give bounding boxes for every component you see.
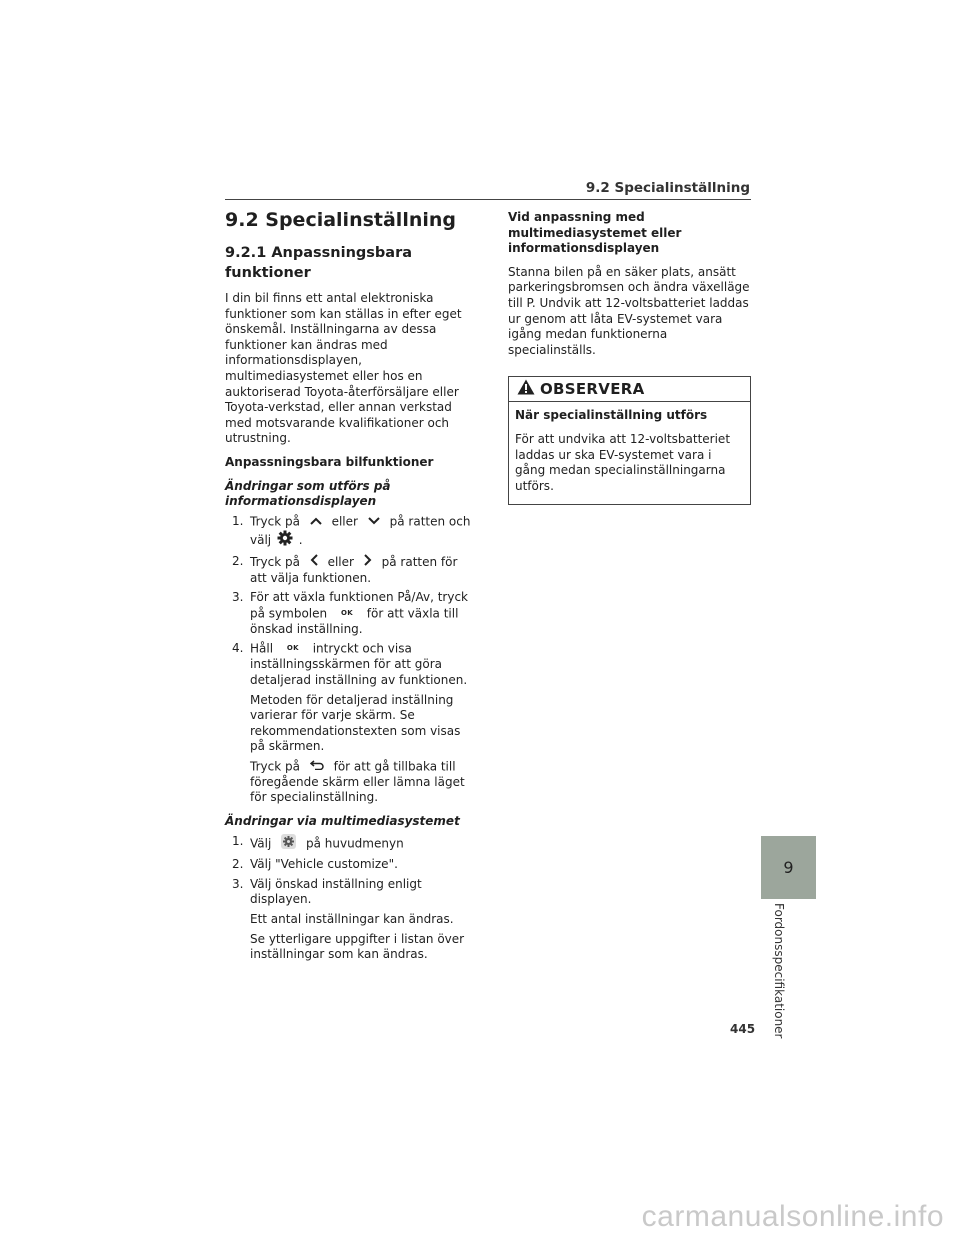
back-arrow-icon: [310, 759, 324, 775]
notice-text: För att undvika att 12-voltsbatteriet laddas ur ska EV-systemet vara i gång medan specialinställningarna utförs.: [515, 431, 731, 493]
step-text: Tryck på: [250, 514, 300, 529]
section-subtitle: 9.2.1 Anpassningsbara funktioner: [225, 245, 413, 281]
step-text: Välj önskad inställning enligt displayen.: [250, 876, 422, 907]
step-text: för att gå tillbaka till föregående skärm eller lämna läget för specialinställning.: [250, 759, 465, 805]
ok-button-icon: OK: [286, 644, 299, 653]
chapter-label: Fordonsspecifikationer: [772, 903, 786, 1039]
running-header: 9.2 Specialinställning: [585, 180, 750, 196]
notice-body: [509, 402, 750, 504]
step-note: Se ytterligare uppgifter i listan över inställningar som kan ändras.: [250, 931, 465, 962]
notice-box: [508, 376, 751, 505]
step-number: 1.: [232, 513, 244, 528]
multimedia-steps: [225, 834, 475, 963]
notice-title: OBSERVERA: [540, 380, 645, 399]
step-text: Tryck på: [250, 555, 300, 569]
step-number: 1.: [232, 833, 244, 848]
watermark: carmanualsonline.info: [641, 1200, 944, 1233]
step-text: på ratten och välj: [250, 514, 471, 547]
step-text: Håll: [250, 641, 274, 656]
step-note: Ett antal inställningar kan ändras.: [250, 911, 454, 926]
step-number: 2.: [232, 554, 244, 569]
step-2: [225, 554, 475, 586]
chevron-left-icon: [310, 554, 318, 571]
customization-body: Stanna bilen på en säker plats, ansätt parkeringsbromsen och ändra växelläge till P. Undvik att 12-voltsbatteriet laddas ur genom att låta EV-systemet vara igång medan funktionerna specialinställs.: [508, 264, 750, 357]
header-rule: [225, 199, 751, 200]
notice-subheading: När specialinställning utförs: [515, 408, 708, 423]
step-text: eller: [327, 555, 354, 569]
page-title: 9.2 Specialinställning: [225, 209, 456, 231]
intro-paragraph: I din bil finns ett antal elektroniska funktioner som kan ställas in efter eget önskemål. Inställningarna av dessa funktioner kan ändras med informationsdisplayen, multimediasystemet eller hos en auktoriserad Toyota-återförsäljare eller Toyota-verkstad, eller annan verkstad med motsvarande kvalifikationer och utrustning.: [225, 291, 462, 446]
chevron-right-icon: [364, 554, 372, 571]
step-text: på huvudmenyn: [305, 835, 404, 850]
step-3: [225, 877, 475, 963]
step-note: Metoden för detaljerad inställning varierar för varje skärm. Se rekommendationstexten som visas på skärmen.: [250, 692, 461, 754]
step-2: [225, 857, 475, 873]
notice-header: [509, 377, 750, 402]
settings-icon: [281, 834, 296, 854]
step-text: Tryck på: [250, 759, 300, 774]
step-number: 2.: [232, 857, 244, 872]
step-text: för att växla till önskad inställning.: [250, 606, 459, 636]
chapter-number: 9: [783, 858, 794, 877]
right-column: [508, 210, 751, 505]
step-3: [225, 590, 475, 637]
step-number: 3.: [232, 590, 244, 605]
step-number: 4.: [232, 641, 244, 656]
step-back-note: [250, 759, 475, 806]
step-text: För att växla funktionen På/Av, tryck på symbolen: [250, 590, 468, 621]
step-1: [225, 834, 475, 854]
page-number: 445: [730, 1022, 756, 1036]
customization-heading: Vid anpassning med multimediasystemet eller informationsdisplayen: [508, 210, 682, 256]
step-number: 3.: [232, 876, 244, 891]
info-display-heading: Ändringar som utförs på informationsdisplayen: [225, 478, 391, 509]
info-display-steps: [225, 514, 475, 806]
step-text: Välj: [250, 835, 272, 850]
step-text: .: [298, 532, 303, 547]
gear-icon: [277, 530, 293, 551]
step-text: Välj "Vehicle customize".: [250, 857, 398, 872]
warning-icon: [517, 379, 535, 399]
left-column: [225, 205, 475, 971]
chapter-tab: [761, 836, 816, 899]
ok-button-icon: OK: [340, 608, 353, 617]
section-heading: Anpassningsbara bilfunktioner: [225, 454, 434, 469]
step-text: eller: [331, 514, 358, 529]
step-text: på ratten för att välja funktionen.: [250, 555, 458, 585]
step-4: [225, 641, 475, 806]
step-text: intryckt och visa inställningsskärmen för att göra detaljerad inställning av funktionen.: [250, 641, 468, 687]
chevron-down-icon: [368, 514, 380, 530]
step-1: [225, 514, 475, 550]
multimedia-heading: Ändringar via multimediasystemet: [225, 814, 460, 828]
chevron-up-icon: [310, 514, 322, 530]
